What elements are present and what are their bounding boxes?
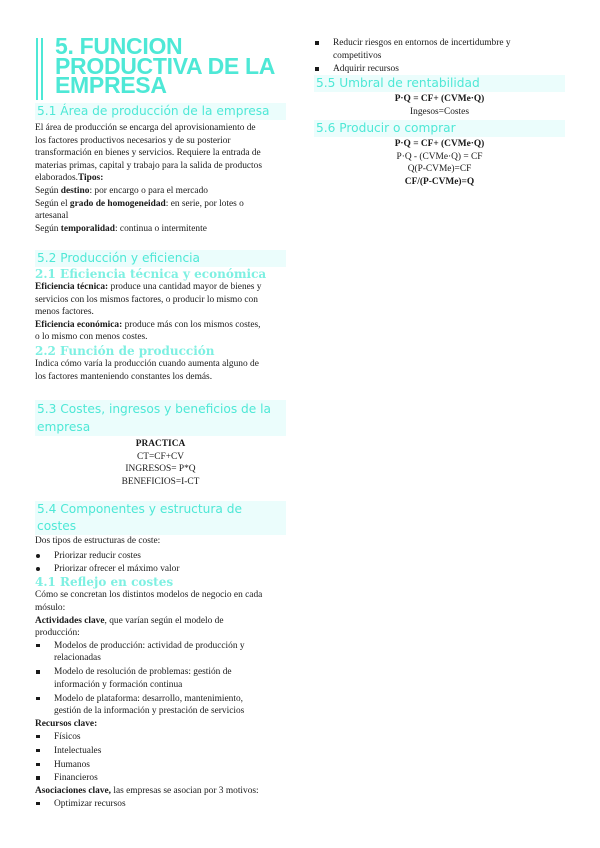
list-item: Intelectuales — [35, 745, 286, 758]
cost-structure-list — [35, 550, 286, 576]
list-item: Modelos de producción: actividad de producción y relacionadas — [35, 640, 286, 665]
document-title — [35, 33, 286, 101]
title-text: 5. FUNCION PRODUCTIVA DE LA EMPRESA — [55, 33, 276, 98]
subsection-heading: 4.1 Reflejo en costes — [35, 575, 174, 590]
list-item: Priorizar ofrecer el máximo valor — [35, 563, 286, 576]
section-5-1: 5.1 Área de producción de la empresa El área de producción se encarga del aprovisionamiento de los factores productivos necesarios y de su posterior transformación en bienes y servicios. Requiere la entrada de materias primas, capital y trabajo para la salida de productos elaborados.Tipos: Según destino: por encargo o para el mercado Según el grado de homogeneidad: en serie, por lotes o artesanal Según temporalidad: continua o intermitente — [35, 103, 286, 235]
list-item: Modelo de plataforma: desarrollo, mantenimiento, gestión de la información y prestación de servicios — [35, 693, 286, 718]
tipo-destino: Según destino: por encargo o para el mercado — [35, 185, 208, 196]
section-5-6 — [314, 120, 565, 188]
section-heading: 5.3 Costes, ingresos y beneficios de la empresa — [35, 400, 286, 436]
list-item: Físicos — [35, 731, 286, 744]
list-item: Financieros — [35, 772, 286, 785]
list-item: Optimizar recursos — [35, 798, 286, 811]
asociaciones-list-continued — [314, 37, 565, 77]
subsection-heading: 2.1 Eficiencia técnica y económica — [35, 267, 267, 281]
section-heading: 5.2 Producción y eficiencia — [35, 250, 286, 267]
list-item: Humanos — [35, 759, 286, 772]
formula-block: PRACTICA CT=CF+CV INGRESOS= P*Q BENEFICIOS=I-CT — [121, 439, 200, 487]
list-item: Priorizar reducir costes — [35, 550, 286, 563]
recursos-list — [35, 731, 286, 785]
tipo-temporalidad: Según temporalidad: continua o intermitente — [35, 223, 207, 234]
formula-block: P·Q = CF+ (CVMe·Q) Ingesos=Costes — [394, 94, 485, 117]
formula-block: P·Q = CF+ (CVMe·Q) P·Q - (CVMe·Q) = CF Q(P-CVMe)=CF CF/(P-CVMe)=Q — [394, 139, 485, 187]
section-heading: 5.1 Área de producción de la empresa — [35, 103, 286, 120]
section-5-4: 5.4 Componentes y estructura de costes Dos tipos de estructuras de coste: Priorizar reducir costes Priorizar ofrecer el máximo valor 4.1 Reflejo en costes Cómo se concretan los distintos modelos de negocio en cada mósulo: Actividades clave, que varían según el modelo de producción: Modelos de producción: actividad de producción y relacionadas Modelo de resolución de problemas: gestión de información y formación continua Modelo de plataforma: desarrollo, mantenimiento, gestión de la información y prestación de servicios Recursos clave: Físicos Intelectuales Humanos Financieros Asociaciones clave, las empresas se asocian por 3 motivos: Optimizar recursos — [35, 501, 286, 812]
asociaciones-list — [35, 798, 286, 811]
list-item: Reducir riesgos en entornos de incertidumbre y competitivos — [314, 37, 565, 62]
section-5-2: 5.2 Producción y eficiencia 2.1 Eficiencia técnica y económica Eficiencia técnica: produce una cantidad mayor de bienes y servicios con los mismos factores, o producir lo mismo con menos factores. Eficiencia económica: produce más con los mismos costes, o lo mismo con menos costes. 2.2 Función de producción Indica cómo varía la producción cuando aumenta alguno de los factores manteniendo constantes los demás. — [35, 250, 286, 383]
actividades-list — [35, 640, 286, 718]
section-5-3 — [35, 400, 286, 488]
section-heading: 5.5 Umbral de rentabilidad — [314, 75, 565, 92]
section-heading: 5.6 Producir o comprar — [314, 120, 565, 137]
section-5-5 — [314, 75, 565, 118]
list-item: Modelo de resolución de problemas: gestión de información y formación continua — [35, 666, 286, 691]
section-heading: 5.4 Componentes y estructura de costes — [35, 501, 286, 535]
list-item: Adquirir recursos — [314, 63, 565, 76]
tipo-homogeneidad: Según el grado de homogeneidad: en serie, por lotes o — [35, 198, 244, 209]
title-accent-bars — [35, 38, 44, 100]
subsection-heading: 2.2 Función de producción — [35, 343, 215, 358]
